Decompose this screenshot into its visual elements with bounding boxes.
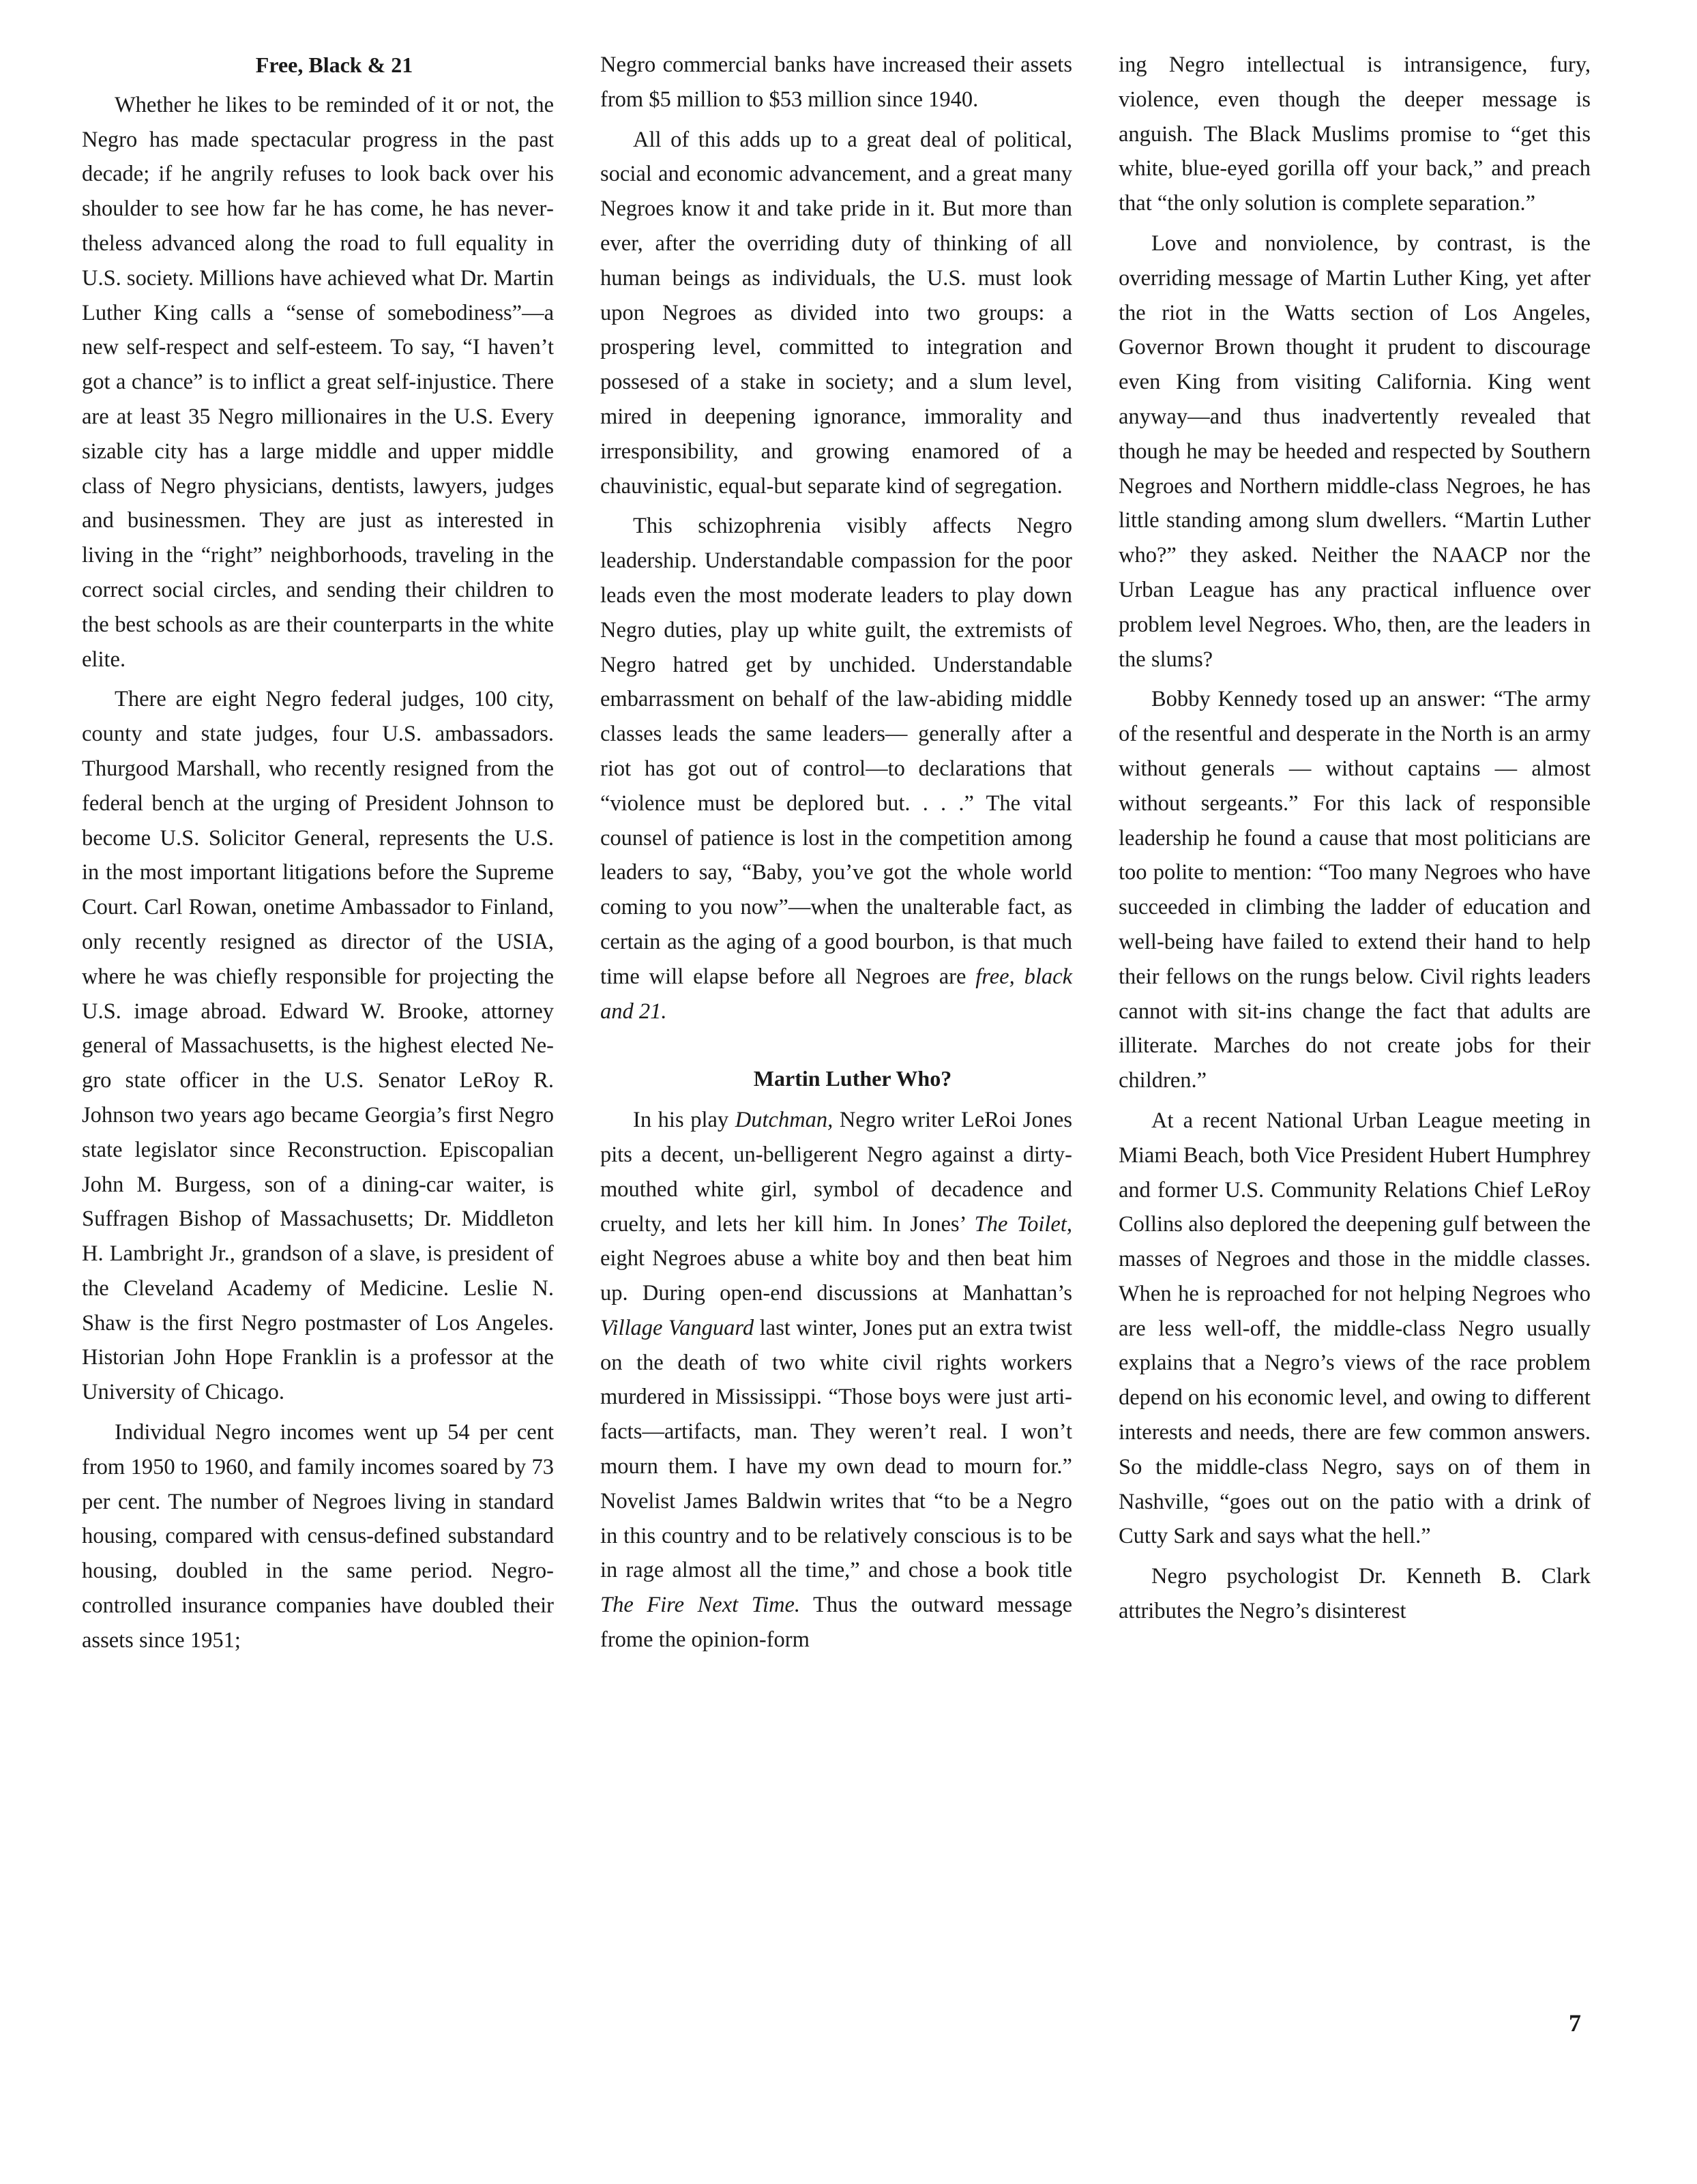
page-number: 7 bbox=[1569, 2009, 1581, 2037]
paragraph bbox=[600, 1103, 1072, 1657]
paragraph-text: eight Negroes abuse a white boy and then beat him up. During open-end discussions at Manhattan’s bbox=[600, 1246, 1072, 1306]
paragraph-continued: Negro commercial banks have increased their assets from $5 million to $53 million since 1940. bbox=[600, 53, 1072, 112]
italic-title-village-vanguard: Village Vanguard bbox=[600, 1315, 754, 1340]
paragraph: Whether he likes to be reminded of it or not, the Negro has made spectacular progress in the past decade; if he angrily refuses to look back over his shoulder to see how far he has come, he has nevertheless advanced along the road to full equality in U.S. society. Millions have achieved what Dr. Martin Luther King calls a “sense of somebodiness”—a new self-respect and self-esteem. To say, “I haven’t got a chance” is to inflict a great self-injustice. There are at least 35 Negro millionaires in the U.S. Every sizable city has a large middle and upper middle class of Negro physicians, dentists, lawyers, judges and businessmen. They are just as interested in living in the “right” neighborhoods, traveling in the correct social circles, and sending their children to the best schools as are their counterparts in the white elite. bbox=[82, 92, 554, 672]
paragraph: All of this adds up to a great deal of political, social and economic advancement, and a great many Negroes know it and take pride in it. But more than ever, after the overriding duty of thinking of all human beings as individuals, the U.S. must look upon Negroes as divided into two groups: a prospering level, committed to integration and possesed of a stake in society; and a slum level, mired in deepening ignorance, immorality and irresponsibility, and growing enamored of a chauvinistic, equal-but separate kind of segregation. bbox=[600, 127, 1072, 499]
paragraph: There are eight Negro federal judges, 100 city, county and state judges, four U.S. ambassadors. Thurgood Marshall, who recently resigned from the federal bench at the urging of President Johnson to become U.S. Solicitor General, represents the U.S. in the most important litigations before the Supreme Court. Carl Rowan, onetime Ambassador to Finland, only recently resigned as director of the USIA, where he was chiefly responsible for projecting the U.S. image abroad. Edward W. Brooke, attorney general of Massachusetts, is the highest elected Negro state officer in the U.S. Senator LeRoy R. Johnson two years ago became Georgia’s first Negro state legislator since Reconstruction. Episcopalian John M. Burgess, son of a dining-car waiter, is Suffragen Bishop of Massachusetts; Dr. Middleton H. Lambright Jr., grandson of a slave, is president of the Cleveland Academy of Medicine. Leslie N. Shaw is the first Negro postmaster of Los Angeles. Historian John Hope Franklin is a professor at the University of Chicago. bbox=[82, 687, 554, 1405]
italic-title-dutchman: Dutchman, bbox=[735, 1108, 833, 1133]
paragraph-text: Negro writer LeRoi Jones pits a decent, un-belligerent Negro against a dirty-mouthed white girl, symbol of decadence and cruelty, and lets her kill him. In Jones’ bbox=[600, 1108, 1073, 1237]
paragraph: At a recent National Urban League meeting in Miami Beach, both Vice President Hubert Humphrey and former U.S. Community Relations Chief LeRoy Collins also deplored the deepening gulf between the masses of Negroes and those in the middle classes. When he is reproached for not helping Negroes who are less well-off, the middle-class Negro usually explains that a Negro’s views of the race problem depend on his economic level, and owing to different interests and needs, there are few common answers. So the middle-class Negro, says on of them in Nashville, “goes out on the patio with a drink of Cutty Sark and says what the hell.” bbox=[1119, 1108, 1591, 1549]
paragraph: Negro psychologist Dr. Kenneth B. Clark attributes the Negro’s disinterest bbox=[1119, 1564, 1591, 1624]
column-2 bbox=[600, 48, 1072, 1663]
section-heading-martin-luther-who: Martin Luther Who? bbox=[753, 1066, 952, 1091]
paragraph-text: last winter, Jones put an extra twist on the death of two white civil rights workers murdered in Mississippi. “Those boys were just artifacts—artifacts, man. They weren’t real. I won’t mourn them. I have my own dead to mourn for.” Novelist James Baldwin writes that “to be a Negro in this country and to be relatively conscious is to be in rage almost all the time,” and chose a book title bbox=[600, 1315, 1073, 1583]
italic-title-the-toilet: The Toilet, bbox=[974, 1211, 1073, 1237]
italic-phrase: free, black and 21. bbox=[600, 964, 1073, 1024]
italic-title-fire-next-time: The Fire Next Time. bbox=[600, 1593, 801, 1618]
paragraph: Bobby Kennedy tosed up an answer: “The army of the resentful and desperate in the North is an army without generals — without captains — almost without sergeants.” For this lack of responsible leadership he found a cause that most politicians are too polite to mention: “Too many Negroes who have succeeded in climbing the ladder of education and well-being have failed to extend their hand to help their fellows on the rungs below. Civil rights leaders cannot with sit-ins change the fact that adults are illiterate. Marches do not create jobs for their children.” bbox=[1119, 687, 1591, 1093]
paragraph: Individual Negro incomes went up 54 per cent from 1950 to 1960, and family incomes soared by 73 per cent. The number of Negroes living in standard housing, compared with census-defined substandard housing, doubled in the same period. Negro-controlled insurance companies have doubled their assets since 1951; bbox=[82, 1420, 554, 1653]
paragraph-continued: ing Negro intellectual is intransigence, fury, violence, even though the deeper message is anguish. The Black Muslims promise to “get this white, blue-eyed gorilla off your back,” and preach that “the only solution is complete separation.” bbox=[1119, 53, 1591, 216]
paragraph-text: This schizophrenia visibly affects Negro leadership. Understandable compassion for the poor leads even the most moderate leaders to play down Negro duties, play up white guilt, the extremists of Negro hatred get by unchided. Understandable embarrassment on behalf of the law-abiding middle classes leads the same leaders— generally after a riot has got out of control—to declarations that “violence must be deplored but. . . .” The vital counsel of patience is lost in the competition among leaders to say, “Baby, you’ve got the whole world coming to you now”—when the unalterable fact, as certain as the aging of a good bourbon, is that much time will elapse before all Negroes are bbox=[600, 514, 1072, 989]
column-1 bbox=[82, 48, 554, 1664]
paragraph-text: Thus the outward message frome the opinion-form bbox=[600, 1593, 1072, 1653]
paragraph: Love and nonviolence, by contrast, is the overriding message of Martin Luther King, yet after the riot in the Watts section of Los Angeles, Governor Brown thought it prudent to discourage even King from visiting California. King went anyway—and thus inadvertently revealed that though he may be heeded and respected by Southern Negroes and Northern middle-class Negroes, he has little standing among slum dwellers. “Martin Luther who?” they asked. Neither the NAACP nor the Urban League has any practical influence over problem level Negroes. Who, then, are the leaders in the slums? bbox=[1119, 231, 1591, 672]
column-3 bbox=[1119, 48, 1591, 1634]
section-heading-free-black-21: Free, Black & 21 bbox=[255, 53, 413, 77]
paragraph-text: In his play bbox=[633, 1108, 729, 1133]
paragraph bbox=[600, 509, 1072, 1029]
